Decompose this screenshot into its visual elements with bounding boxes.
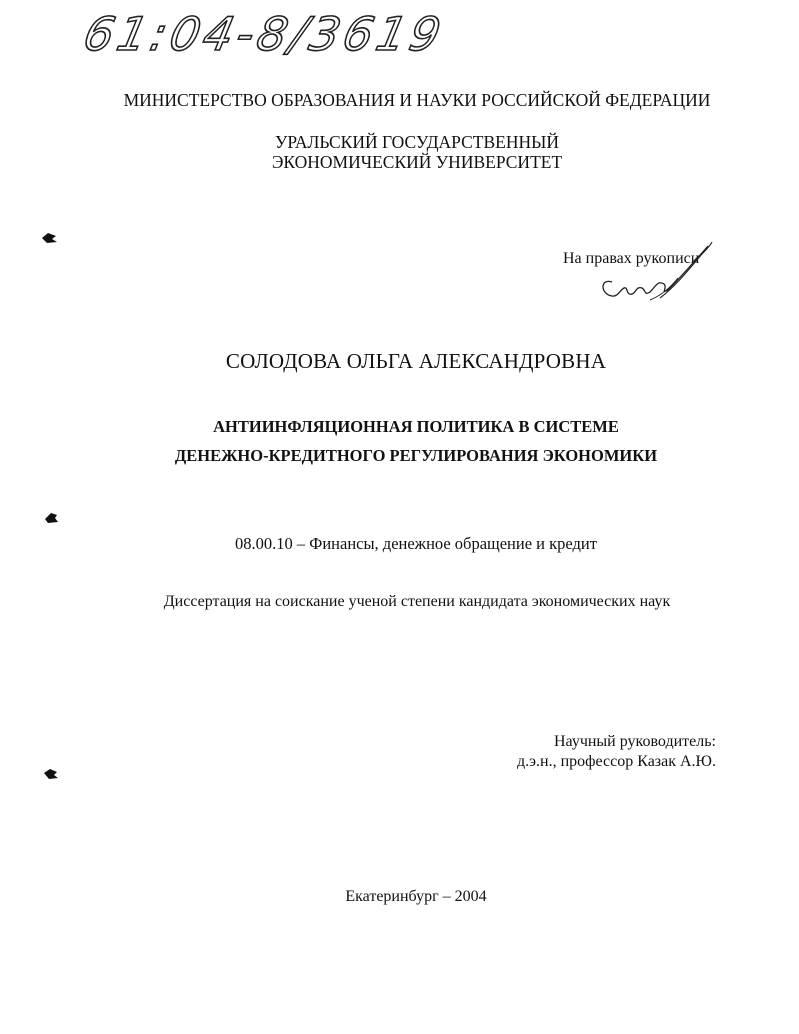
university-line-2: ЭКОНОМИЧЕСКИЙ УНИВЕРСИТЕТ bbox=[271, 152, 563, 172]
punch-hole-mark-3 bbox=[42, 766, 62, 782]
scientific-supervisor bbox=[517, 732, 716, 772]
supervisor-name: д.э.н., профессор Казак А.Ю. bbox=[517, 753, 716, 770]
punch-hole-mark-1 bbox=[40, 230, 60, 246]
specialty-code: 08.00.10 – Финансы, денежное обращение и кредит bbox=[235, 534, 597, 553]
title-line-2: ДЕНЕЖНО-КРЕДИТНОГО РЕГУЛИРОВАНИЯ ЭКОНОМИКИ bbox=[174, 446, 658, 465]
dissertation-title bbox=[0, 412, 799, 470]
dissertation-type: Диссертация на соискание ученой степени кандидата экономических наук bbox=[163, 593, 671, 610]
city-and-year: Екатеринбург – 2004 bbox=[345, 888, 487, 905]
signature-drawing bbox=[590, 238, 730, 308]
author-name: СОЛОДОВА ОЛЬГА АЛЕКСАНДРОВНА bbox=[225, 349, 607, 373]
svg-text:61:04-8/3619: 61:04-8/3619 bbox=[79, 7, 450, 61]
punch-hole-mark-2 bbox=[42, 510, 62, 526]
university-line-1: УРАЛЬСКИЙ ГОСУДАРСТВЕННЫЙ bbox=[274, 132, 560, 152]
author-signature bbox=[590, 238, 730, 313]
archive-code-handwriting-drawing bbox=[0, 0, 480, 80]
supervisor-label: Научный руководитель: bbox=[553, 733, 716, 750]
manuscript-rights-note: На правах рукописи bbox=[563, 250, 700, 267]
title-line-1: АНТИИНФЛЯЦИОННАЯ ПОЛИТИКА В СИСТЕМЕ bbox=[213, 417, 619, 436]
ministry-name: МИНИСТЕРСТВО ОБРАЗОВАНИЯ И НАУКИ РОССИЙСКОЙ ФЕДЕРАЦИИ bbox=[123, 90, 711, 110]
university-name bbox=[0, 132, 799, 172]
archive-code-handwritten bbox=[0, 0, 480, 85]
